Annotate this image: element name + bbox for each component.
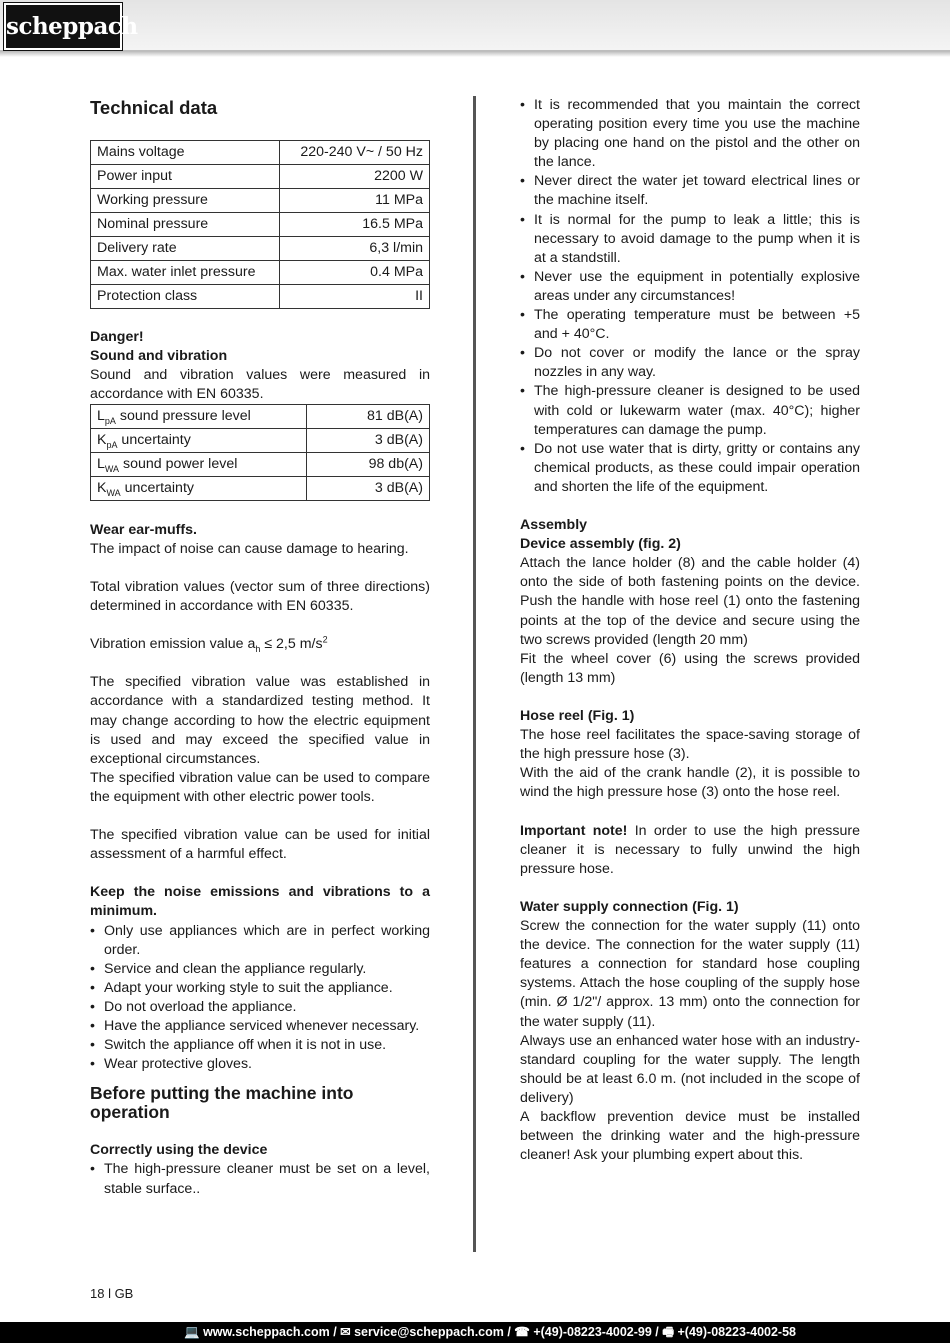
list-item: • Never use the equipment in potentially explosive areas under any circumstances! [520,268,860,304]
spec-label: Working pressure [91,189,280,213]
table-row [91,285,430,309]
spec-value: 220-240 V~ / 50 Hz [280,141,430,165]
keep-minimum-list [90,922,430,1075]
assembly-heading: Assembly [520,517,588,534]
list-item: • Do not overload the appliance. [90,998,297,1015]
table-row [91,429,430,453]
list-item: • Adapt your working style to suit the appliance. [90,979,393,996]
assembly-text-2: Fit the wheel cover (6) using the screws provided (length 13 mm) [520,650,860,686]
correct-use-heading: Correctly using the device [90,1142,268,1159]
sound-label: $K_{WA}$ uncertainty [91,477,307,501]
footer-contact-bar: 💻 www.scheppach.com / ✉ service@scheppach.com / ☎ +(49)-08223-4002-99 / 🖷 +(49)-08223-4002-58 [0,1322,950,1343]
table-row [91,213,430,237]
spec-label: Max. water inlet pressure [91,261,280,285]
water-supply-text-3: A backflow prevention device must be installed between the drinking water and the high-pressure cleaner! Ask your plumbing expert about this. [520,1108,860,1164]
keep-minimum-heading: Keep the noise emissions and vibrations to a minimum. [90,884,430,920]
sound-label: $K_{pA}$ uncertainty [91,429,307,453]
sound-value: 98 db(A) [307,453,430,477]
water-supply-text-2: Always use an enhanced water hose with an industry-standard coupling for the water supply. The length should be at least 6.0 m. (not included in the scope of delivery) [520,1032,860,1106]
list-item: • Service and clean the appliance regularly. [90,960,367,977]
spec-value: II [280,285,430,309]
spec-label: Mains voltage [91,141,280,165]
sound-label: $L_{pA}$ sound pressure level [91,405,307,429]
correct-use-list [90,1160,430,1198]
technical-data-table [90,140,430,309]
table-row [91,165,430,189]
table-row [91,141,430,165]
water-supply-text-1: Screw the connection for the water supply (11) onto the device. The connection for the water supply (11) features a connection for standard hose coupling systems. Attach the hose coupling of the supply hose (min. Ø 1/2"/ approx. 13 mm) onto the connection for the water supply (11). [520,918,860,1030]
sound-value: 3 dB(A) [307,477,430,501]
right-column [520,96,860,1165]
list-item: • The high-pressure cleaner must be set on a level, stable surface.. [90,1161,430,1197]
table-row [91,237,430,261]
table-row [91,453,430,477]
list-item: • Only use appliances which are in perfect working order. [90,922,430,958]
sound-table [90,404,430,501]
list-item: • Switch the appliance off when it is not in use. [90,1037,387,1054]
list-item: • It is normal for the pump to leak a little; this is necessary to avoid damage to the pump when it is at a standstill. [520,211,860,266]
spec-value: 16.5 MPa [280,213,430,237]
important-note-label: Important note! [520,822,628,839]
specified-value-text-3: The specified vibration value can be used for initial assessment of a harmful effect. [90,827,430,863]
sound-text: Sound and vibration values were measured in accordance with EN 60335. [90,367,430,403]
list-item: • Never direct the water jet toward electrical lines or the machine itself. [520,173,860,209]
spec-value: 2200 W [280,165,430,189]
page-number: 18 l GB [90,1286,134,1301]
list-item: • Have the appliance serviced whenever necessary. [90,1018,420,1034]
column-divider [473,96,476,1252]
header-shadow [0,51,950,57]
spec-label: Delivery rate [91,237,280,261]
device-assembly-heading: Device assembly (fig. 2) [520,536,681,553]
sound-heading: Sound and vibration [90,348,228,365]
spec-label: Protection class [91,285,280,309]
spec-value: 0.4 MPa [280,261,430,285]
vibration-emission-value: Vibration emission value $a_h \le 2,5$ $m/s^2$ [90,634,328,654]
ear-muffs-text: The impact of noise can cause damage to hearing. [90,540,409,557]
hose-reel-text-2: With the aid of the crank handle (2), it is possible to wind the high pressure hose (3) onto the hose reel. [520,765,860,801]
section-title-before-operation: Before putting the machine into operation [90,1083,354,1123]
table-row [91,477,430,501]
sound-label: $L_{WA}$ sound power level [91,453,307,477]
list-item: • It is recommended that you maintain the correct operating position every time you use the machine by placing one hand on the pistol and the other on the lance. [520,97,860,171]
spec-label: Nominal pressure [91,213,280,237]
header-bar [0,0,950,51]
list-item: • Wear protective gloves. [90,1056,252,1073]
spec-value: 11 MPa [280,189,430,213]
hose-reel-text-1: The hose reel facilitates the space-saving storage of the high pressure hose (3). [520,727,860,763]
scheppach-logo: scheppach [4,3,122,50]
assembly-text-1: Attach the lance holder (8) and the cable holder (4) onto the side of both fastening points on the device. Push the handle with hose reel (1) onto the fastening points at the top of the device and secure using the two screws provided (length 20 mm) [520,555,860,648]
specified-value-text-2: The specified vibration value can be used to compare the equipment with other electric power tools. [90,769,430,805]
table-row [91,261,430,285]
water-supply-heading: Water supply connection (Fig. 1) [520,898,739,915]
spec-value: 6,3 l/min [280,237,430,261]
list-item: • The high-pressure cleaner is designed to be used with cold or lukewarm water (max. 40°C); higher temperatures can damage the pump. [520,383,860,438]
safety-bullet-list [520,96,860,497]
total-vibration-text: Total vibration values (vector sum of three directions) determined in accordance with EN 60335. [90,578,430,614]
hose-reel-heading: Hose reel (Fig. 1) [520,708,635,724]
sound-value: 3 dB(A) [307,429,430,453]
list-item: • The operating temperature must be between +5 and + 40°C. [520,307,860,343]
important-note: Important note! In order to use the high pressure cleaner it is necessary to fully unwind the high pressure hose. [520,822,860,877]
left-column [90,96,430,1199]
table-row [91,405,430,429]
sound-value: 81 dB(A) [307,405,430,429]
table-row [91,189,430,213]
list-item: • Do not use water that is dirty, gritty or contains any chemical products, as these could impair operation and shorten the life of the equipment. [520,440,860,495]
danger-heading: Danger! [90,329,144,346]
specified-value-text-1: The specified vibration value was established in accordance with a standardized testing method. It may change according to how the electric equipment is used and may exceed the specified value in exceptional circumstances. [90,674,430,767]
section-title-technical-data: Technical data [90,97,218,118]
spec-label: Power input [91,165,280,189]
list-item: • Do not cover or modify the lance or the spray nozzles in any way. [520,345,860,381]
ear-muffs-heading: Wear ear-muffs. [90,521,197,538]
